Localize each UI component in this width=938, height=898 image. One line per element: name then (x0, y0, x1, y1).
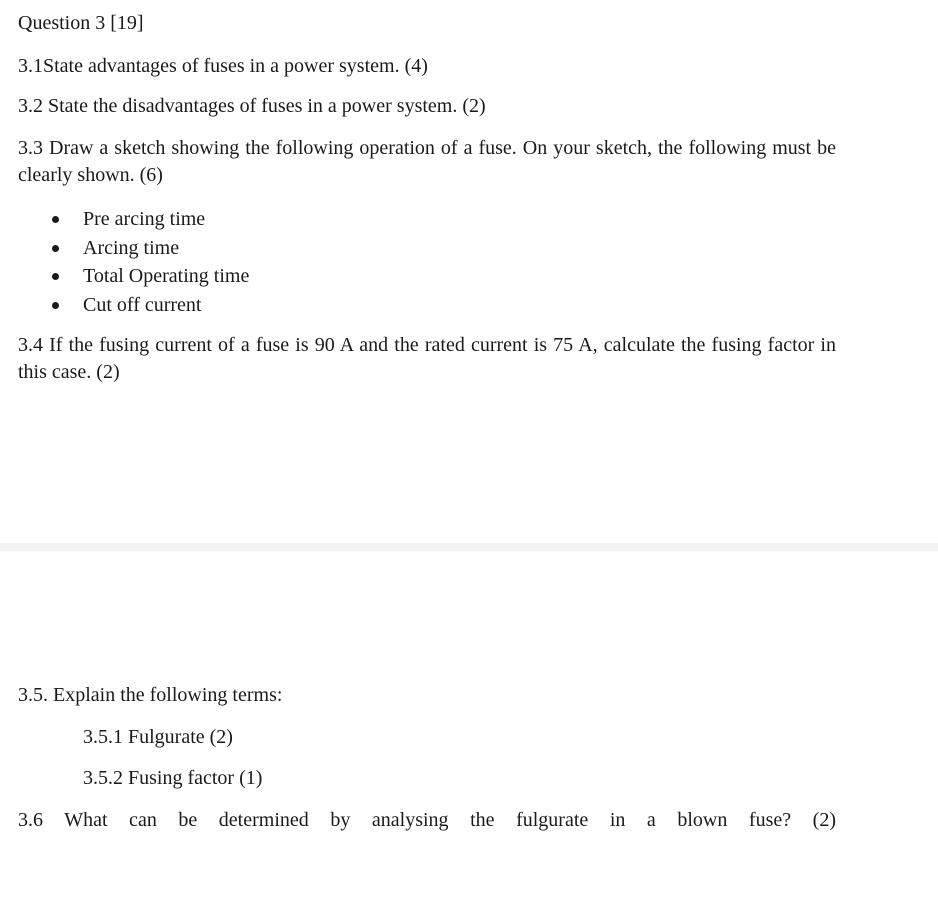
list-item-label: Total Operating time (83, 265, 250, 288)
bullet-icon (52, 273, 59, 280)
list-item-label: Arcing time (83, 236, 180, 259)
question-3-4: 3.4 If the fusing current of a fuse is 90 A and the rated current is 75 A, calculate the fusing factor in this case. (2) (18, 334, 836, 383)
bullet-icon (52, 302, 59, 309)
list-item-label: Pre arcing time (83, 208, 206, 230)
list-item (50, 234, 249, 263)
question-3-3: 3.3 Draw a sketch showing the following operation of a fuse. On your sketch, the following must be clearly shown. (6) (18, 137, 836, 186)
question-3-5-1: 3.5.1 Fulgurate (2) (83, 726, 233, 748)
question-3-1: 3.1State advantages of fuses in a power system. (4) (18, 55, 428, 77)
question-3-5-2: 3.5.2 Fusing factor (1) (83, 767, 263, 789)
question-3-5: 3.5. Explain the following terms: (18, 684, 283, 706)
page-divider (0, 543, 938, 551)
list-item (50, 291, 249, 320)
bullet-icon (52, 245, 59, 252)
list-item (50, 205, 249, 234)
question-3-6: 3.6 What can be determined by analysing the fulgurate in a blown fuse? (2) (18, 809, 836, 831)
list-item (50, 262, 249, 291)
question-3-2: 3.2 State the disadvantages of fuses in a power system. (2) (18, 95, 486, 117)
question-3-3-list (50, 205, 249, 320)
list-item-label: Cut off current (83, 294, 202, 317)
question-title: Question 3 [19] (18, 12, 144, 34)
bullet-icon (52, 216, 59, 223)
